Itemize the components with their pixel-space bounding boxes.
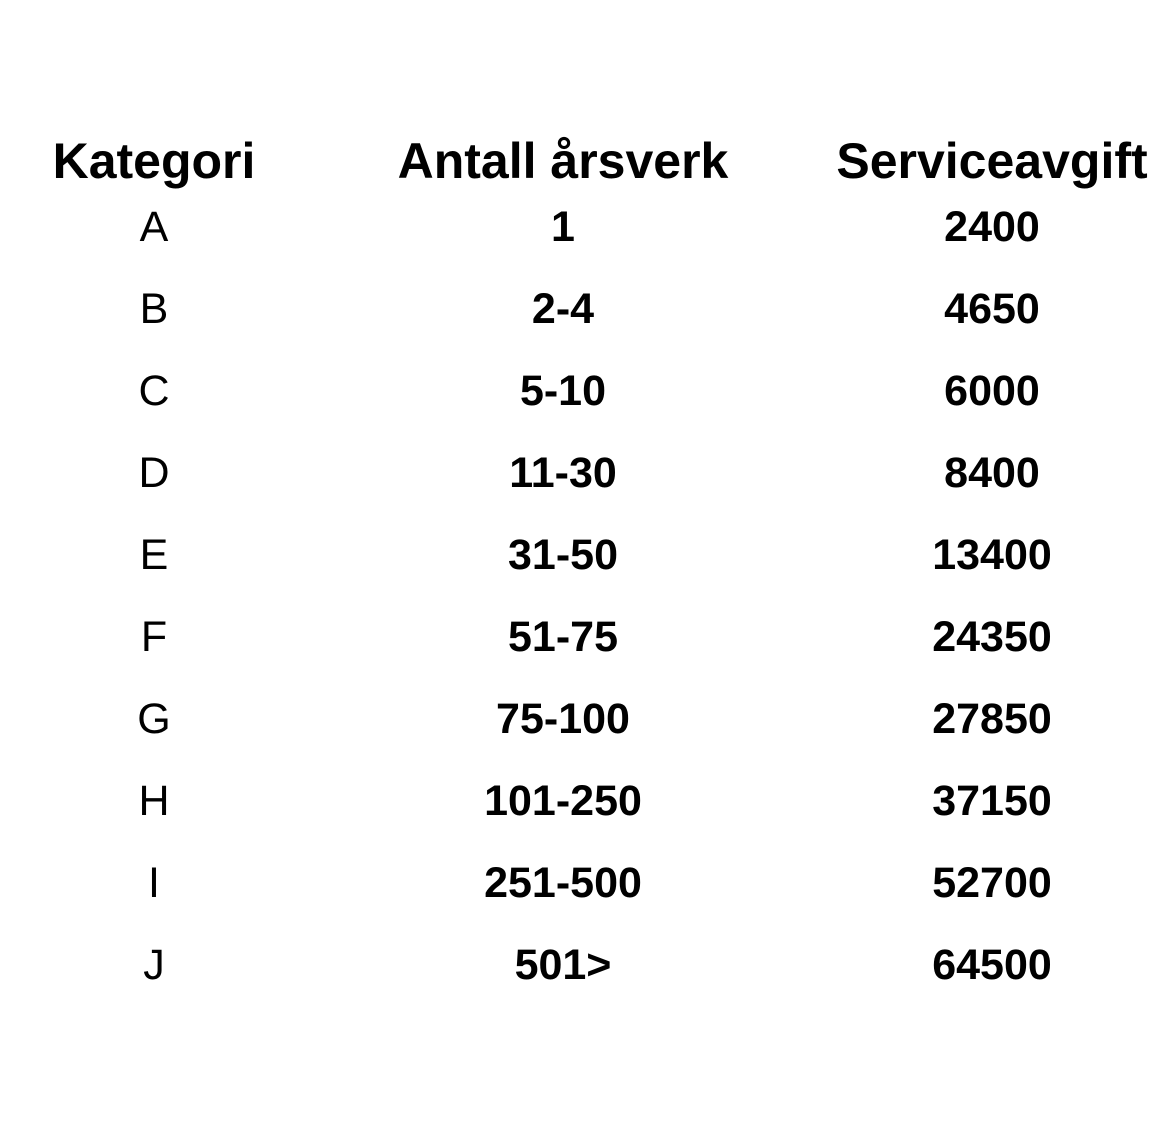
cell-fte: 75-100 [496, 694, 630, 743]
cell-fee: 4650 [944, 284, 1040, 333]
cell-fee: 13400 [932, 530, 1052, 579]
cell-category: D [138, 448, 170, 497]
table-row [0, 350, 1166, 432]
table-header [0, 104, 1166, 189]
table-row [0, 678, 1166, 760]
cell-fee: 6000 [944, 366, 1040, 415]
cell-fee: 27850 [932, 694, 1052, 743]
column-header-fte: Antall årsverk [397, 133, 729, 189]
cell-category: E [139, 530, 169, 579]
cell-fee: 24350 [932, 612, 1052, 661]
cell-category: I [148, 858, 160, 907]
table-row [0, 596, 1166, 678]
cell-fte: 11-30 [509, 448, 617, 497]
cell-category: C [138, 366, 170, 415]
cell-category: A [139, 202, 169, 251]
cell-category: B [139, 284, 169, 333]
cell-fte: 101-250 [484, 776, 642, 825]
cell-fee: 64500 [932, 940, 1052, 989]
cell-fte: 1 [551, 202, 575, 251]
table-row [0, 268, 1166, 350]
cell-fte: 501> [514, 940, 612, 989]
cell-category: J [143, 940, 165, 989]
table-row [0, 432, 1166, 514]
table-row [0, 186, 1166, 268]
table-row [0, 514, 1166, 596]
cell-category: G [137, 694, 171, 743]
table-row [0, 760, 1166, 842]
column-header-category: Kategori [52, 133, 256, 189]
cell-fte: 31-50 [508, 530, 618, 579]
cell-category: F [140, 612, 168, 661]
cell-fee: 2400 [944, 202, 1040, 251]
cell-fte: 2-4 [531, 284, 595, 333]
cell-fee: 37150 [932, 776, 1052, 825]
cell-fte: 251-500 [484, 858, 642, 907]
table-row [0, 842, 1166, 924]
table-header-row [0, 104, 1166, 186]
cell-fee: 8400 [944, 448, 1040, 497]
column-header-fee: Serviceavgift [836, 133, 1148, 189]
table-body [0, 186, 1166, 1006]
service-fee-table [0, 104, 1166, 1006]
cell-fee: 52700 [932, 858, 1052, 907]
cell-category: H [138, 776, 170, 825]
cell-fte: 51-75 [508, 612, 618, 661]
table-row [0, 924, 1166, 1006]
cell-fte: 5-10 [519, 366, 607, 415]
